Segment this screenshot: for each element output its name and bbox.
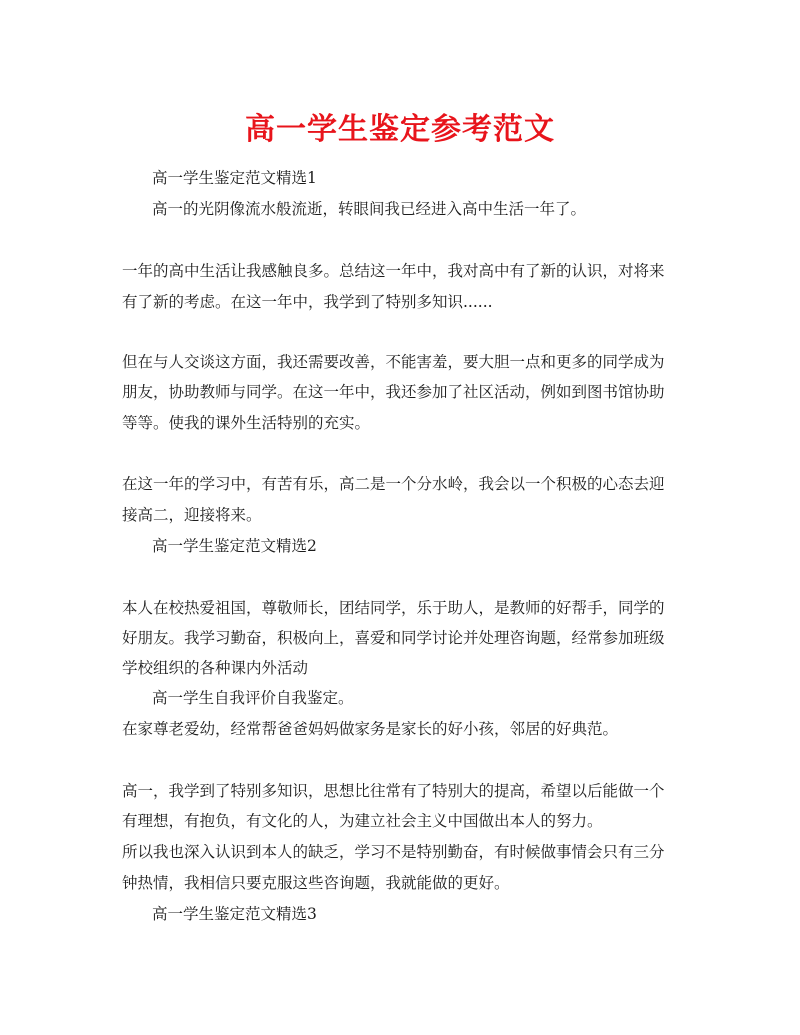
paragraph-line: 在家尊老爱幼，经常帮爸爸妈妈做家务是家长的好小孩，邻居的好典范。 (122, 720, 619, 738)
paragraph-line: 在这一年的学习中，有苦有乐，高二是一个分水岭，我会以一个积极的心态去迎 (122, 475, 665, 493)
document-title: 高一学生鉴定参考范文 (245, 112, 555, 147)
paragraph-line: 钟热情，我相信只要克服这些咨询题，我就能做的更好。 (122, 874, 510, 892)
paragraph-line: 接高二，迎接将来。 (122, 506, 262, 524)
section-heading-2: 高一学生鉴定范文精选2 (152, 537, 317, 555)
paragraph-line: 高一学生自我评价自我鉴定。 (152, 689, 354, 707)
paragraph-line: 有理想，有抱负，有文化的人，为建立社会主义中国做出本人的努力。 (122, 812, 603, 830)
paragraph-line: 所以我也深入认识到本人的缺乏，学习不是特别勤奋，有时候做事情会只有三分 (122, 843, 665, 861)
section-heading-1: 高一学生鉴定范文精选1 (152, 169, 317, 187)
paragraph-line: 但在与人交谈这方面，我还需要改善，不能害羞，要大胆一点和更多的同学成为 (122, 353, 665, 371)
paragraph-line: 好朋友。我学习勤奋，积极向上，喜爱和同学讨论并处理咨询题，经常参加班级 (122, 629, 665, 647)
paragraph-line: 高一，我学到了特别多知识，思想比往常有了特别大的提高，希望以后能做一个 (122, 782, 665, 800)
paragraph-line: 学校组织的各种课内外活动 (122, 659, 309, 677)
paragraph-line: 朋友，协助教师与同学。在这一年中，我还参加了社区活动，例如到图书馆协助 (122, 383, 665, 401)
paragraph-line: 一年的高中生活让我感触良多。总结这一年中，我对高中有了新的认识，对将来 (122, 262, 665, 280)
paragraph-line: 本人在校热爱祖国，尊敬师长，团结同学，乐于助人，是教师的好帮手，同学的 (122, 599, 665, 617)
section-heading-3: 高一学生鉴定范文精选3 (152, 905, 317, 923)
paragraph-line: 有了新的考虑。在这一年中，我学到了特别多知识...... (122, 293, 493, 311)
paragraph-line: 高一的光阴像流水般流逝，转眼间我已经进入高中生活一年了。 (152, 200, 587, 218)
paragraph-line: 等等。使我的课外生活特别的充实。 (122, 414, 371, 432)
